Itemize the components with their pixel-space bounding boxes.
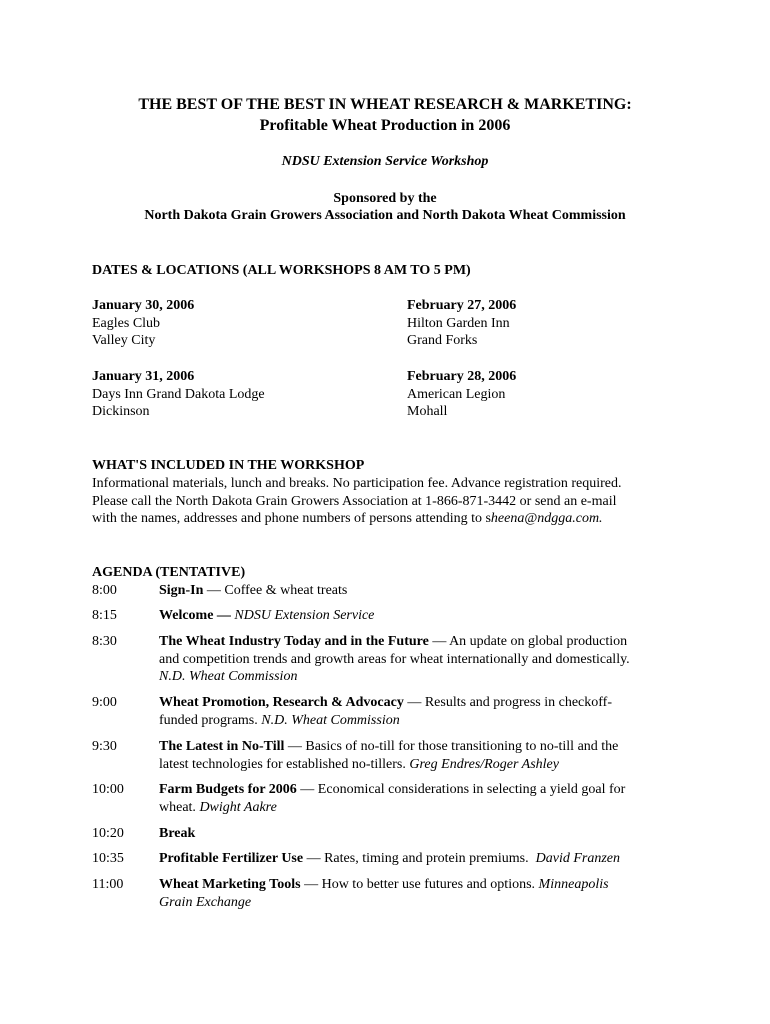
agenda-time: 10:35 bbox=[92, 851, 124, 866]
agenda-title: Wheat Marketing Tools bbox=[159, 877, 301, 892]
agenda-desc-cont: funded programs. bbox=[159, 712, 262, 728]
agenda-time: 8:30 bbox=[92, 634, 117, 649]
location-city: Grand Forks bbox=[407, 333, 478, 348]
location-city: Valley City bbox=[92, 333, 156, 348]
agenda-body bbox=[159, 850, 679, 868]
agenda-title: Wheat Promotion, Research & Advocacy bbox=[159, 695, 404, 710]
agenda-speaker: David Franzen bbox=[535, 851, 621, 866]
agenda-desc: — Basics of no-till for those transitioning to no-till and the bbox=[284, 739, 619, 754]
location-block bbox=[407, 368, 667, 421]
agenda-speaker: Greg Endres/Roger Ashley bbox=[409, 756, 559, 772]
agenda-speaker: NDSU Extension Service bbox=[230, 608, 375, 623]
agenda-body bbox=[159, 825, 679, 843]
dates-heading: DATES & LOCATIONS (ALL WORKSHOPS 8 AM TO 5 PM) bbox=[92, 263, 471, 278]
location-venue: Days Inn Grand Dakota Lodge bbox=[92, 386, 265, 402]
agenda-title: Break bbox=[159, 826, 196, 841]
agenda-body bbox=[159, 694, 679, 729]
agenda-desc-cont: latest technologies for established no-tillers. bbox=[159, 756, 410, 772]
title-line-2: Profitable Wheat Production in 2006 bbox=[259, 117, 511, 134]
location-date: February 27, 2006 bbox=[407, 298, 517, 313]
title-line-1: THE BEST OF THE BEST IN WHEAT RESEARCH & MARKETING: bbox=[138, 96, 632, 113]
agenda-body bbox=[159, 607, 679, 625]
agenda-speaker: N.D. Wheat Commission bbox=[261, 712, 400, 728]
agenda-speaker: Minneapolis bbox=[538, 877, 609, 892]
sponsor-line-2: North Dakota Grain Growers Association and North Dakota Wheat Commission bbox=[144, 208, 626, 223]
contact-email[interactable]: heena@ndgga.com. bbox=[490, 511, 603, 526]
agenda-desc: — How to better use futures and options. bbox=[300, 877, 539, 892]
agenda-time: 10:20 bbox=[92, 826, 124, 841]
sponsor-line-1: Sponsored by the bbox=[333, 191, 437, 206]
location-venue: American Legion bbox=[407, 386, 506, 402]
agenda-speaker: Dwight Aakre bbox=[199, 799, 277, 815]
agenda-time: 9:00 bbox=[92, 695, 117, 710]
location-venue: Hilton Garden Inn bbox=[407, 315, 510, 331]
agenda-body bbox=[159, 781, 679, 816]
location-city: Mohall bbox=[407, 404, 448, 419]
agenda-desc: — Rates, timing and protein premiums. bbox=[303, 851, 536, 866]
agenda-body bbox=[159, 738, 679, 773]
agenda-title: Sign-In bbox=[159, 583, 204, 598]
location-city: Dickinson bbox=[92, 404, 150, 419]
location-block bbox=[92, 368, 352, 421]
agenda-time: 10:00 bbox=[92, 782, 124, 797]
agenda-time: 8:00 bbox=[92, 583, 117, 598]
location-date: January 30, 2006 bbox=[92, 298, 195, 313]
agenda-desc-cont: wheat. bbox=[159, 799, 200, 815]
agenda-desc: — Coffee & wheat treats bbox=[203, 583, 348, 598]
included-line-prefix: with the names, addresses and phone numbers of persons attending to s bbox=[92, 511, 491, 526]
agenda-time: 8:15 bbox=[92, 608, 117, 623]
agenda-title: The Wheat Industry Today and in the Future bbox=[159, 634, 429, 649]
agenda-title: The Latest in No-Till bbox=[159, 739, 285, 754]
agenda-desc-cont: and competition trends and growth areas for wheat internationally and domestically. bbox=[159, 651, 630, 667]
agenda-time: 9:30 bbox=[92, 739, 117, 754]
agenda-title: Welcome — bbox=[159, 608, 231, 623]
agenda-time: 11:00 bbox=[92, 877, 124, 892]
agenda-title: Profitable Fertilizer Use bbox=[159, 851, 304, 866]
location-block bbox=[407, 297, 667, 350]
included-line bbox=[92, 510, 692, 528]
location-venue: Eagles Club bbox=[92, 315, 161, 331]
agenda-desc: — Economical considerations in selecting a yield goal for bbox=[296, 782, 626, 797]
agenda-body bbox=[159, 582, 679, 600]
agenda-desc: — Results and progress in checkoff- bbox=[403, 695, 612, 710]
location-block bbox=[92, 297, 352, 350]
agenda-speaker: Grain Exchange bbox=[159, 894, 252, 910]
agenda-body bbox=[159, 876, 679, 911]
agenda-desc: — An update on global production bbox=[428, 634, 628, 649]
agenda-speaker: N.D. Wheat Commission bbox=[159, 669, 298, 684]
agenda-body bbox=[159, 633, 679, 686]
included-heading: WHAT'S INCLUDED IN THE WORKSHOP bbox=[92, 458, 365, 473]
included-line: Please call the North Dakota Grain Growers Association at 1-866-871-3442 or send an e-mail bbox=[92, 493, 617, 509]
included-text bbox=[92, 475, 692, 528]
included-line: Informational materials, lunch and breaks. No participation fee. Advance registration required. bbox=[92, 476, 622, 491]
location-date: January 31, 2006 bbox=[92, 369, 195, 384]
agenda-heading: AGENDA (TENTATIVE) bbox=[92, 565, 246, 580]
agenda-title: Farm Budgets for 2006 bbox=[159, 782, 297, 797]
location-date: February 28, 2006 bbox=[407, 369, 517, 384]
workshop-subtitle: NDSU Extension Service Workshop bbox=[281, 154, 489, 169]
